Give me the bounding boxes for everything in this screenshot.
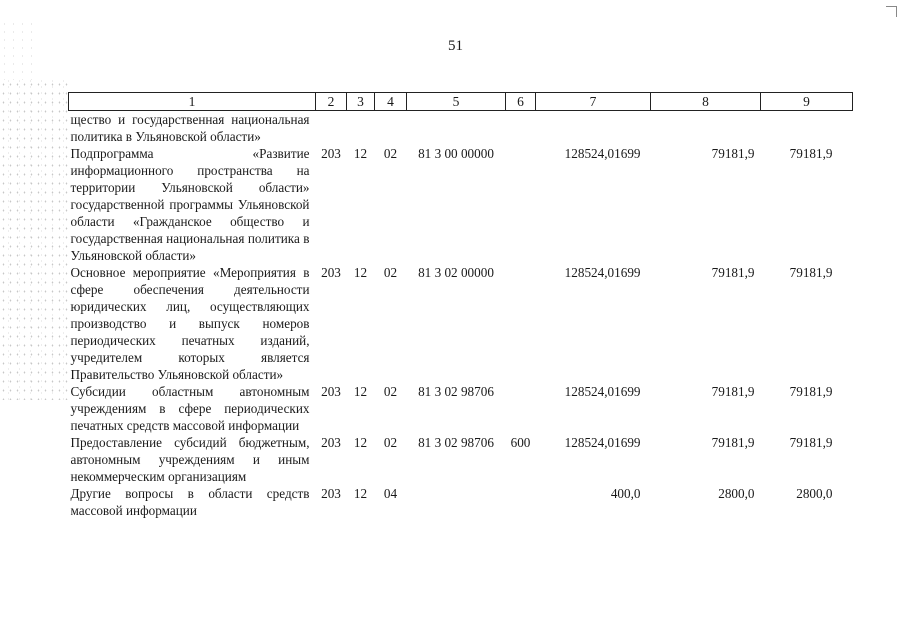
- row-col8: [651, 111, 761, 146]
- row-col6: [506, 111, 536, 146]
- row-name: Подпрограмма «Развитие информационного пространства на территории Ульяновской области» государственной программы Ульяновской области «Гражданское общество и государственная национальная политика в Ульяновской области»: [70, 146, 310, 263]
- header-cell: 6: [506, 93, 536, 111]
- scan-artifact: [0, 80, 70, 400]
- row-col6: [506, 145, 536, 264]
- row-col7: 128524,01699: [564, 146, 641, 161]
- row-col4: 02: [383, 384, 398, 399]
- row-col3: 12: [353, 435, 368, 450]
- row-col2: 203: [321, 486, 341, 501]
- row-col9: 79181,9: [789, 384, 833, 399]
- row-col9: 79181,9: [789, 435, 833, 450]
- row-col3: [347, 111, 375, 146]
- row-col7: 128524,01699: [564, 384, 641, 399]
- header-cell: 7: [536, 93, 651, 111]
- row-col6: 600: [510, 435, 531, 450]
- row-col3: 12: [353, 146, 368, 161]
- row-col5: 81 3 00 00000: [418, 146, 494, 161]
- scan-artifact: [0, 20, 40, 80]
- row-col2: [316, 111, 347, 146]
- budget-table: [68, 92, 853, 519]
- row-col3: 12: [353, 265, 368, 280]
- row-col6: [506, 264, 536, 383]
- row-col7: [536, 111, 651, 146]
- table-row: [69, 111, 853, 146]
- corner-mark: [886, 6, 897, 17]
- row-col8: 79181,9: [711, 435, 755, 450]
- row-col9: [761, 111, 853, 146]
- row-name: Субсидии областным автономным учреждениям в сфере периодических печатных средств массовой информации: [70, 384, 310, 433]
- row-name: Основное мероприятие «Мероприятия в сфере обеспечения деятельности юридических лиц, осуществляющих производство и выпуск номеров периодических печатных изданий, учредителем которых является Правительство Ульяновской области»: [70, 265, 310, 382]
- header-cell: 4: [375, 93, 407, 111]
- row-name: Предоставление субсидий бюджетным, автономным учреждениям и иным некоммерческим организациям: [70, 435, 310, 484]
- row-col2: 203: [321, 384, 341, 399]
- row-col9: 2800,0: [796, 486, 833, 501]
- table-row: [69, 145, 853, 264]
- row-col9: 79181,9: [789, 146, 833, 161]
- header-cell: 5: [407, 93, 506, 111]
- row-col2: 203: [321, 435, 341, 450]
- row-col8: 79181,9: [711, 146, 755, 161]
- row-col9: 79181,9: [789, 265, 833, 280]
- row-col3: 12: [353, 486, 368, 501]
- row-col4: 04: [383, 486, 398, 501]
- row-col8: 2800,0: [718, 486, 755, 501]
- page-number: 51: [448, 38, 463, 54]
- row-col4: 02: [383, 265, 398, 280]
- row-col2: 203: [321, 146, 341, 161]
- row-col5: 81 3 02 00000: [418, 265, 494, 280]
- row-col5: 81 3 02 98706: [418, 384, 494, 399]
- header-cell: 9: [761, 93, 853, 111]
- row-name: щество и государственная национальная политика в Ульяновской области»: [70, 112, 310, 144]
- row-col5: [407, 485, 506, 519]
- row-col7: 400,0: [610, 486, 641, 501]
- row-col4: 02: [383, 146, 398, 161]
- row-col3: 12: [353, 384, 368, 399]
- row-col5: 81 3 02 98706: [418, 435, 494, 450]
- row-col2: 203: [321, 265, 341, 280]
- header-cell: 8: [651, 93, 761, 111]
- header-cell: 3: [347, 93, 375, 111]
- table-row: [69, 434, 853, 485]
- header-cell: 1: [69, 93, 316, 111]
- row-col6: [506, 485, 536, 519]
- row-col4: [375, 111, 407, 146]
- row-col5: [407, 111, 506, 146]
- table-row: [69, 485, 853, 519]
- row-col7: 128524,01699: [564, 435, 641, 450]
- header-cell: 2: [316, 93, 347, 111]
- table-row: [69, 383, 853, 434]
- row-col8: 79181,9: [711, 384, 755, 399]
- row-col4: 02: [383, 435, 398, 450]
- row-name: Другие вопросы в области средств массовой информации: [70, 486, 310, 518]
- header-row: [69, 93, 853, 111]
- row-col8: 79181,9: [711, 265, 755, 280]
- table-row: [69, 264, 853, 383]
- row-col7: 128524,01699: [564, 265, 641, 280]
- row-col6: [506, 383, 536, 434]
